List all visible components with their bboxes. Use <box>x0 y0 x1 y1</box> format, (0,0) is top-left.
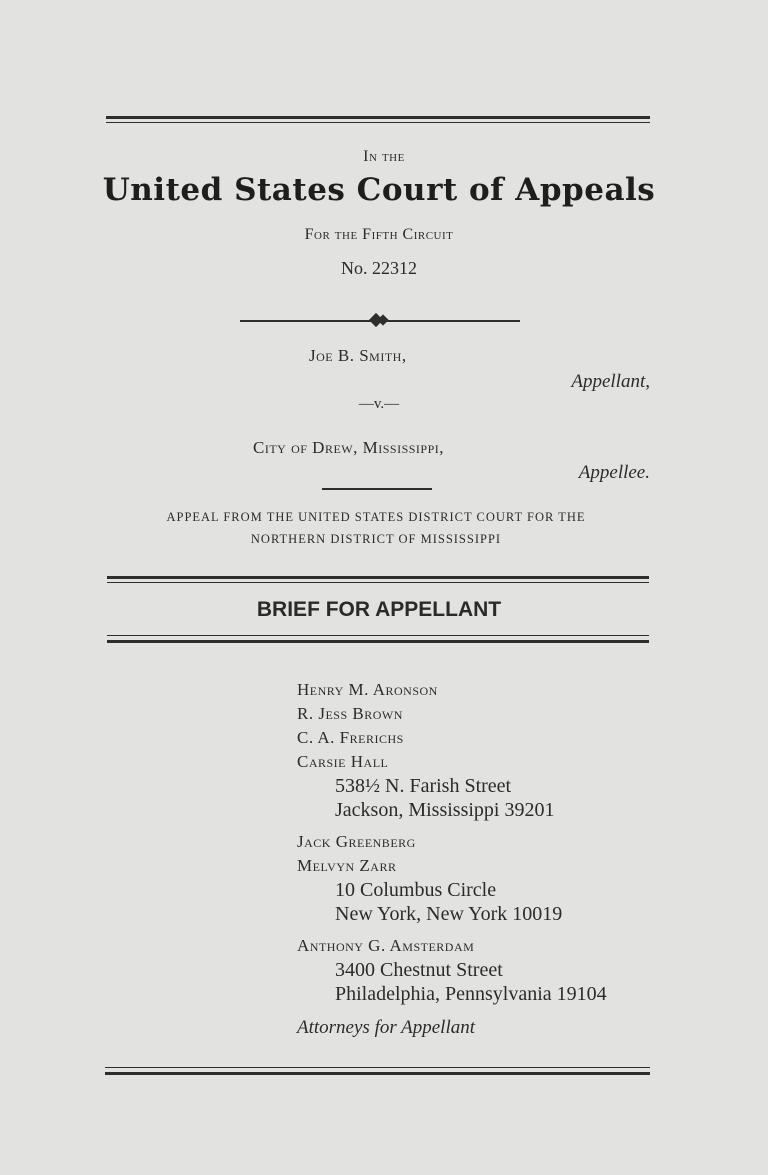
attorney-group-3 <box>297 934 607 1006</box>
in-the-label: In the <box>363 148 405 165</box>
appeal-from-line2: NORTHERN DISTRICT OF MISSISSIPPI <box>250 532 502 546</box>
attorney-name: C. A. Frerichs <box>297 728 404 747</box>
attorney-name: Melvyn Zarr <box>297 856 397 875</box>
attorney-name: R. Jess Brown <box>297 704 403 723</box>
attorney-name: Carsie Hall <box>297 752 389 771</box>
brief-rule-top-thin <box>107 582 649 583</box>
appellee-name: City of Drew, Mississippi, <box>253 438 445 457</box>
attorney-address: 10 Columbus Circle <box>335 879 497 901</box>
attorney-address: 3400 Chestnut Street <box>335 959 503 981</box>
top-rule-thick <box>106 116 650 119</box>
brief-title: BRIEF FOR APPELLANT <box>256 598 502 621</box>
brief-rule-bottom-thick <box>107 640 649 643</box>
top-rule-thin <box>106 122 650 123</box>
attorney-address: Jackson, Mississippi 39201 <box>335 799 555 821</box>
attorney-address: Philadelphia, Pennsylvania 19104 <box>335 983 607 1005</box>
attorney-name: Henry M. Aronson <box>297 680 438 699</box>
parties-divider <box>322 488 432 490</box>
appeal-from-line1: APPEAL FROM THE UNITED STATES DISTRICT COURT FOR THE <box>166 510 586 524</box>
attorney-name: Jack Greenberg <box>297 832 416 851</box>
attorney-address: New York, New York 10019 <box>335 903 563 925</box>
appellee-role: Appellee. <box>578 462 650 483</box>
brief-rule-bottom-thin <box>107 635 649 636</box>
circuit-label: For the Fifth Circuit <box>304 226 454 243</box>
attorney-group-2 <box>297 830 562 926</box>
court-name: United States Court of Appeals <box>102 172 656 208</box>
attorney-name: Anthony G. Amsterdam <box>297 936 475 955</box>
versus-label: —v.— <box>358 396 400 412</box>
brief-rule-top-thick <box>107 576 649 579</box>
attorney-address: 538½ N. Farish Street <box>335 775 512 797</box>
attorneys-footer: Attorneys for Appellant <box>297 1017 476 1038</box>
attorney-group-1 <box>297 678 554 822</box>
bottom-rule-thick <box>105 1072 650 1075</box>
appellant-role: Appellant, <box>571 371 650 392</box>
appellant-name: Joe B. Smith, <box>309 346 407 365</box>
bottom-rule-thin <box>105 1067 650 1068</box>
case-number: No. 22312 <box>341 258 417 278</box>
